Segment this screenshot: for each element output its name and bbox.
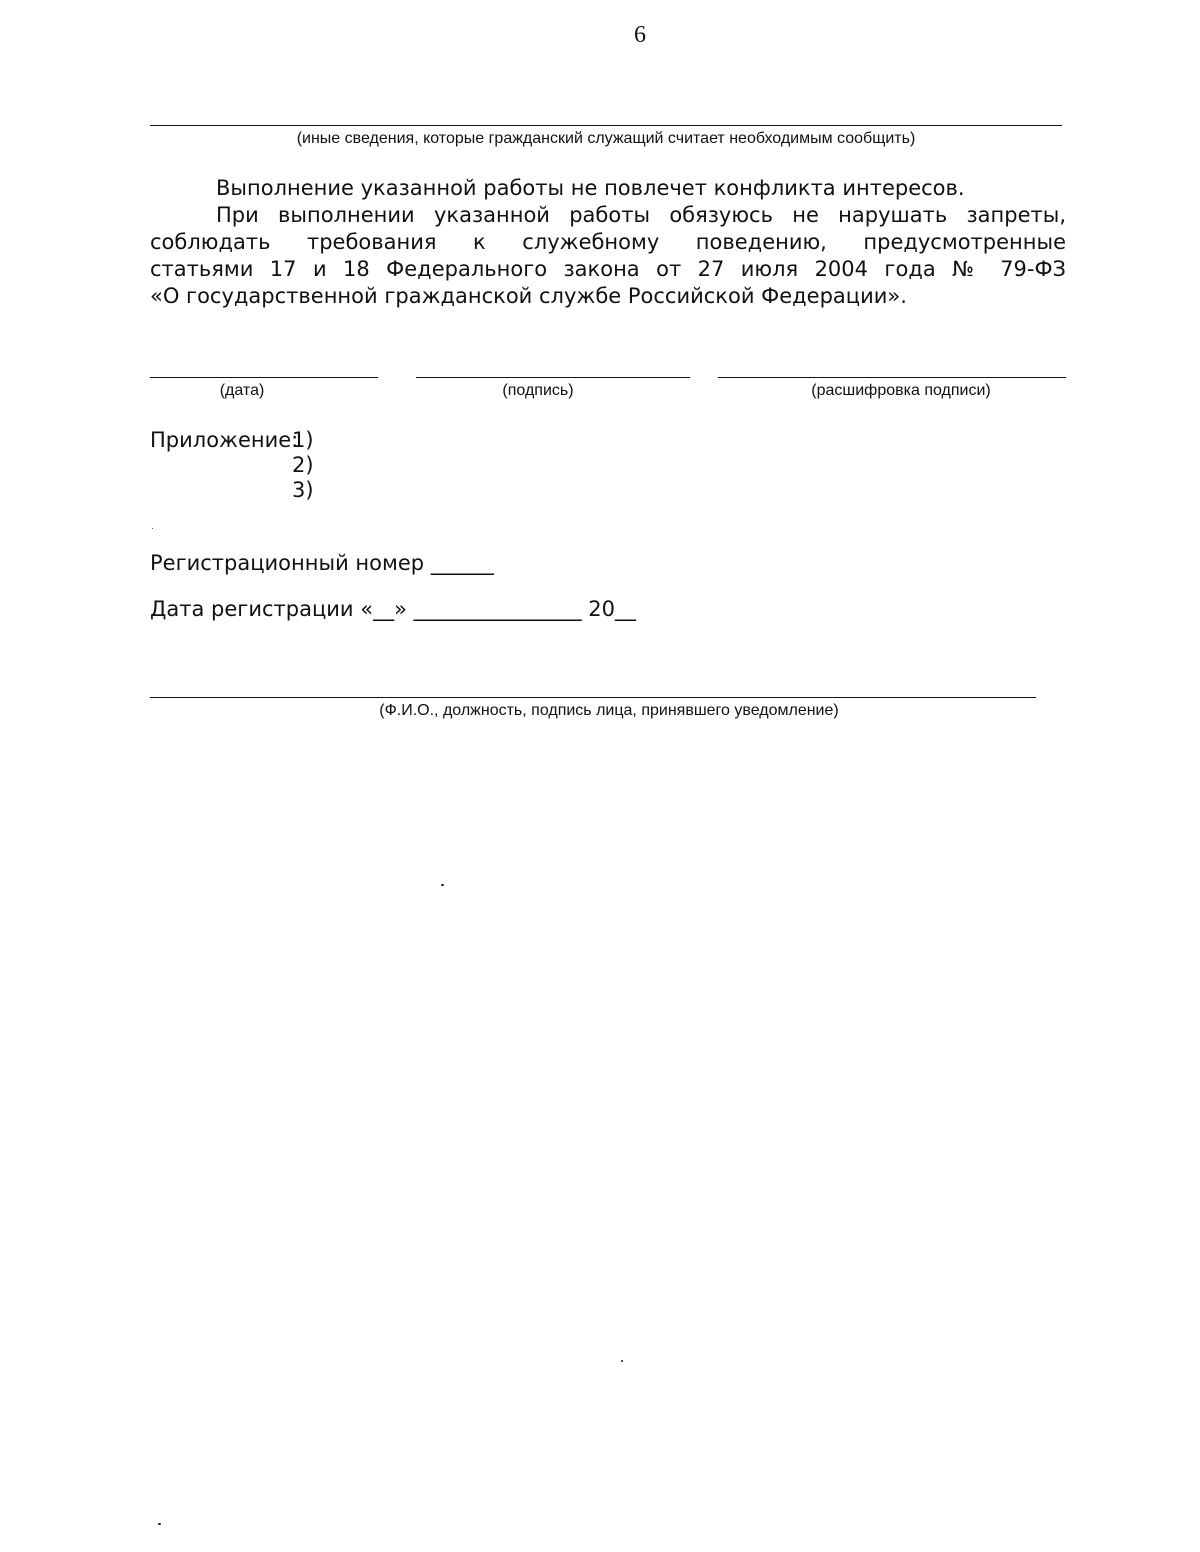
statement-line-5: «О государственной гражданской службе Российской Федерации».	[150, 284, 907, 308]
receiver-line	[150, 697, 1036, 698]
other-info-caption: (иные сведения, которые гражданский служащий считает необходимым сообщить)	[296, 130, 916, 147]
attachments-label: Приложение:	[150, 428, 299, 452]
page-number: 6	[634, 22, 646, 48]
scan-speck	[158, 1523, 161, 1525]
date-caption: (дата)	[219, 382, 265, 399]
registration-date: Дата регистрации «__» ________________ 20__	[150, 597, 636, 621]
statement-line-4: статьями 17 и 18 Федерального закона от 27 июля 2004 года № 79-ФЗ	[150, 257, 1066, 281]
signature-line	[416, 377, 690, 378]
signature-caption: (подпись)	[502, 382, 574, 399]
other-info-line	[150, 125, 1062, 126]
statement-line-1: Выполнение указанной работы не повлечет конфликта интересов.	[216, 176, 965, 200]
scan-speck	[441, 884, 444, 886]
signature-decoding-line	[718, 377, 1066, 378]
attachment-item-1: 1)	[292, 428, 314, 452]
registration-number: Регистрационный номер ______	[150, 551, 494, 575]
attachment-item-2: 2)	[292, 453, 314, 477]
statement-line-3: соблюдать требования к служебному поведению, предусмотренные	[150, 230, 1066, 254]
statement-line-2: При выполнении указанной работы обязуюсь не нарушать запреты,	[216, 203, 1066, 227]
scan-speck	[621, 1360, 623, 1362]
signature-decoding-caption: (расшифровка подписи)	[811, 382, 991, 399]
attachment-item-3: 3)	[292, 478, 314, 502]
scan-speck	[152, 528, 153, 529]
date-line	[150, 377, 378, 378]
receiver-caption: (Ф.И.О., должность, подпись лица, принявшего уведомление)	[379, 702, 839, 719]
